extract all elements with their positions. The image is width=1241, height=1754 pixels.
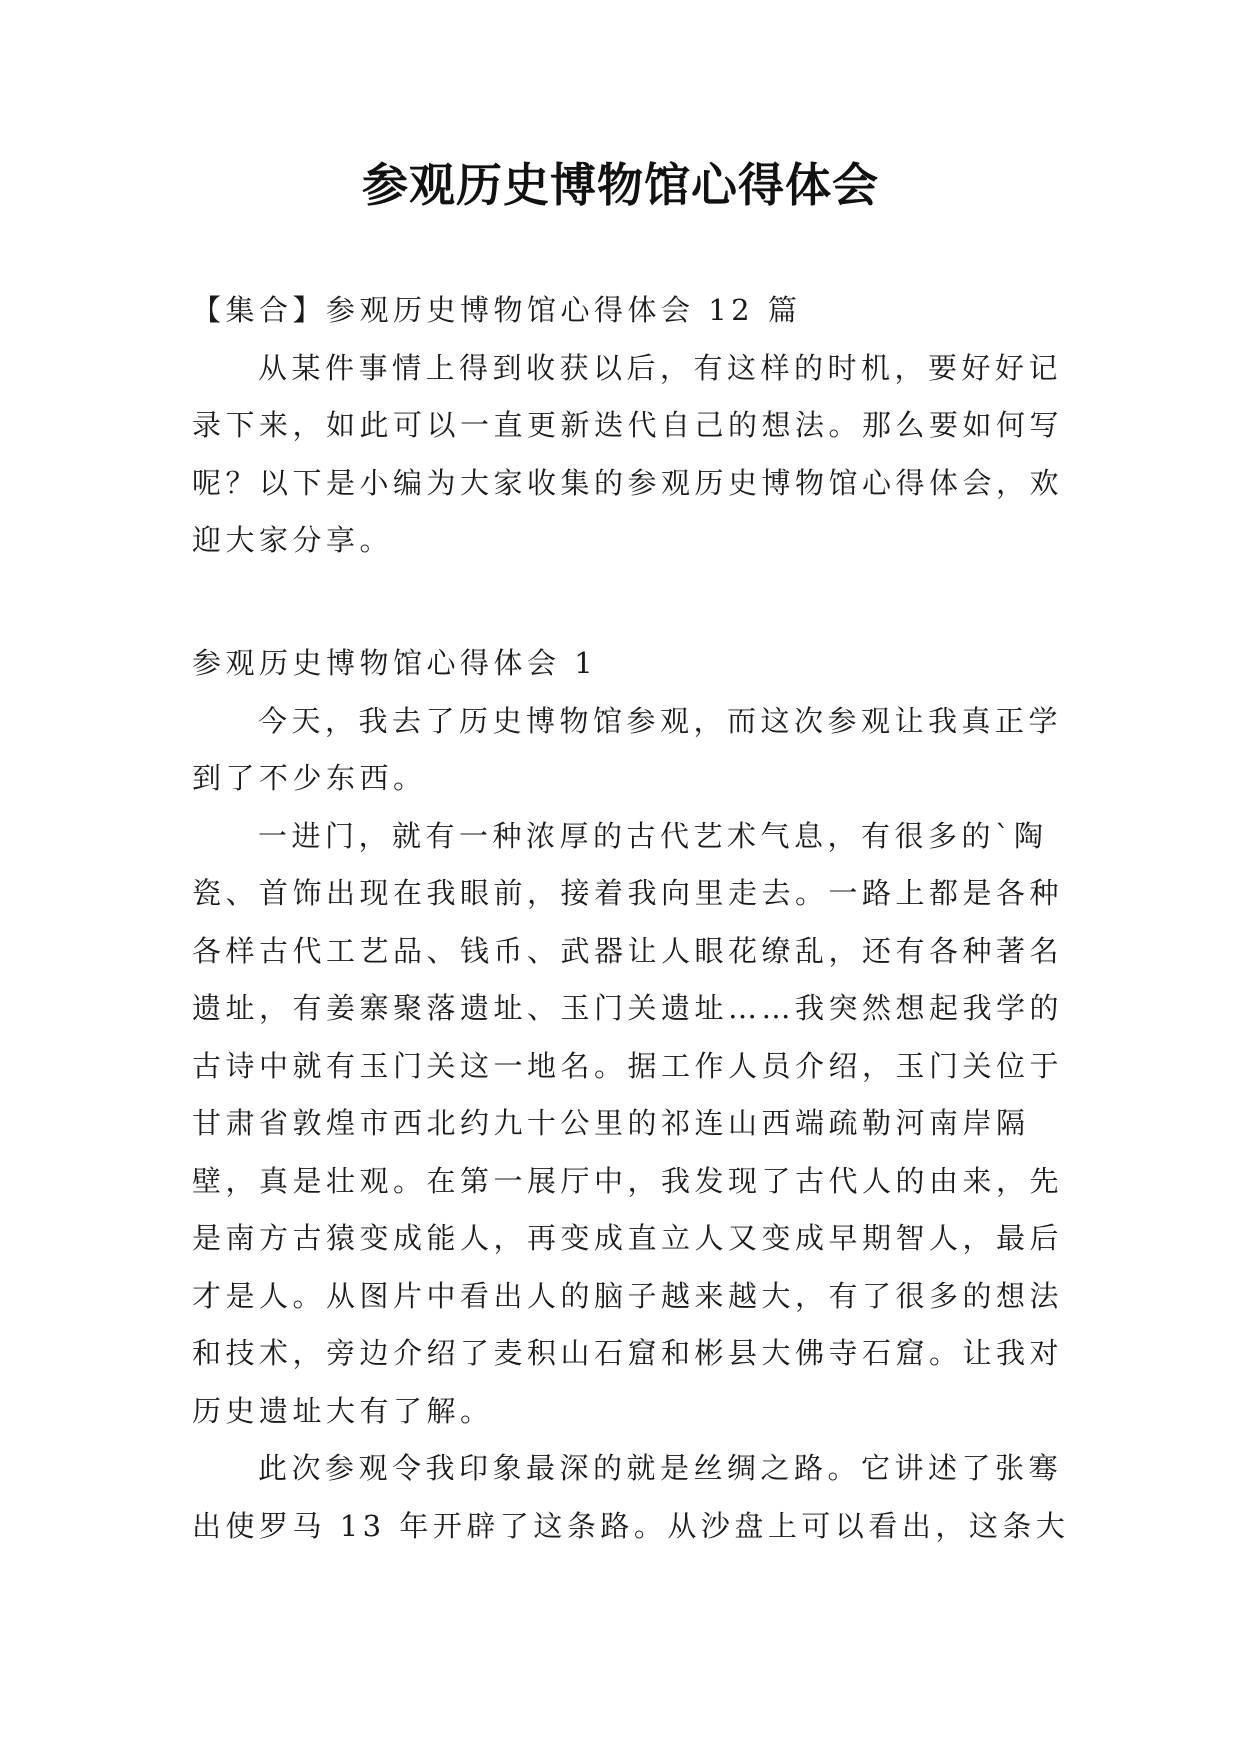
intro-line: 从某件事情上得到收获以后，有这样的时机，要好好记	[258, 350, 1063, 385]
paragraph-line: 和技术，旁边介绍了麦积山石窟和彬县大佛寺石窟。让我对	[192, 1336, 1064, 1370]
paragraph-line: 古诗中就有玉门关这一地名。据工作人员介绍，玉门关位于	[192, 1048, 1064, 1083]
paragraph-line: 是南方古猿变成能人，再变成直立人又变成早期智人，最后	[192, 1221, 1064, 1255]
paragraph-line: 出使罗马 13 年开辟了这条路。从沙盘上可以看出，这条大	[192, 1508, 1070, 1543]
paragraph-line: 历史遗址大有了解。	[192, 1393, 494, 1428]
paragraph-line: 此次参观令我印象最深的就是丝绸之路。它讲述了张骞	[258, 1451, 1063, 1485]
paragraph-line: 遗址，有姜寨聚落遗址、玉门关遗址……我突然想起我学的	[192, 991, 1064, 1025]
paragraph-line: 今天，我去了历史博物馆参观，而这次参观让我真正学	[258, 703, 1063, 738]
essay-section-1	[192, 635, 1070, 1555]
intro-section	[192, 282, 1062, 570]
paragraph-line: 到了不少东西。	[192, 761, 427, 795]
paragraph-line: 才是人。从图片中看出人的脑子越来越大，有了很多的想法	[192, 1278, 1064, 1313]
intro-line: 呢？以下是小编为大家收集的参观历史博物馆心得体会，欢	[192, 465, 1064, 500]
paragraph-line: 甘肃省敦煌市西北约九十公里的祁连山西端疏勒河南岸隔	[192, 1106, 1030, 1140]
intro-line: 迎大家分享。	[192, 523, 394, 557]
intro-line: 录下来，如此可以一直更新迭代自己的想法。那么要如何写	[192, 408, 1064, 442]
paragraph-line: 各样古代工艺品、钱币、武器让人眼花缭乱，还有各种著名	[192, 933, 1064, 968]
paragraph-line: 壁，真是壮观。在第一展厅中，我发现了古代人的由来，先	[192, 1163, 1064, 1198]
paragraph-line: 瓷、首饰出现在我眼前，接着我向里走去。一路上都是各种	[192, 876, 1064, 910]
document-title: 参观历史博物馆心得体会	[362, 158, 879, 212]
collection-heading: 【集合】参观历史博物馆心得体会 12 篇	[192, 293, 802, 327]
section-heading: 参观历史博物馆心得体会 1	[192, 646, 598, 680]
paragraph-line: 一进门，就有一种浓厚的古代艺术气息，有很多的`陶	[258, 818, 1048, 853]
